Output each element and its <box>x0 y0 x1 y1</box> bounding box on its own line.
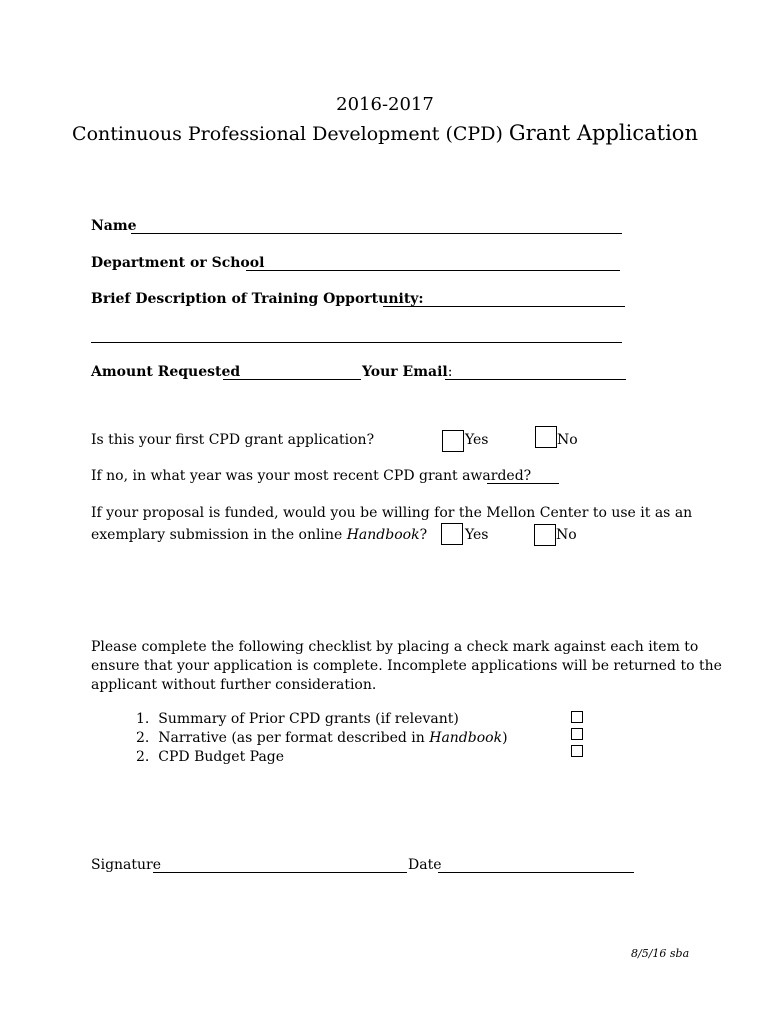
first-application-question: Is this your first CPD grant application? <box>91 432 375 448</box>
form-title <box>0 121 770 145</box>
list-item-number: 1. <box>136 711 150 727</box>
list-item-number: 2. <box>136 730 150 746</box>
list-item <box>136 748 508 767</box>
exemplary-question-mark: ? <box>419 527 428 543</box>
checklist-summary-checkbox[interactable] <box>571 711 583 723</box>
recent-grant-year-question: If no, in what year was your most recent CPD grant awarded? <box>91 468 532 484</box>
department-field[interactable] <box>246 270 620 271</box>
form-year: 2016-2017 <box>336 94 434 115</box>
name-label: Name <box>91 218 137 234</box>
form-title-main: Continuous Professional Development (CPD) <box>72 123 509 145</box>
exemplary-question-text: exemplary submission in the online <box>91 527 347 543</box>
department-label: Department or School <box>91 255 265 271</box>
amount-field[interactable] <box>223 379 361 380</box>
exemplary-question-line-1: If your proposal is funded, would you be willing for the Mellon Center to use it as an <box>91 505 693 521</box>
description-label: Brief Description of Training Opportunity: <box>91 291 424 307</box>
recent-grant-year-field[interactable] <box>487 483 559 484</box>
list-item-text: CPD Budget Page <box>158 749 285 765</box>
exemplary-yes-checkbox[interactable] <box>441 523 463 545</box>
exemplary-no-checkbox[interactable] <box>534 524 556 546</box>
list-item-italic: Handbook <box>429 730 503 746</box>
date-label: Date <box>408 857 442 873</box>
checklist-intro-line-2: ensure that your application is complete. Incomplete applications will be returned to the <box>91 658 722 674</box>
list-item <box>136 729 508 748</box>
name-field[interactable] <box>131 233 622 234</box>
list-item-text: Summary of Prior CPD grants (if relevant) <box>158 711 459 727</box>
signature-field[interactable] <box>153 872 407 873</box>
exemplary-no-label: No <box>556 527 577 543</box>
email-label-group <box>362 364 452 380</box>
email-label: Your Email <box>362 364 448 380</box>
date-field[interactable] <box>438 872 634 873</box>
checklist-intro-line-3: applicant without further consideration. <box>91 677 377 693</box>
first-application-no-label: No <box>557 432 578 448</box>
list-item-number: 2. <box>136 749 150 765</box>
email-field[interactable] <box>445 379 626 380</box>
signature-label: Signature <box>91 857 162 873</box>
description-field-line-2[interactable] <box>91 342 622 343</box>
checklist-budget-checkbox[interactable] <box>571 745 583 757</box>
list-item-text: Narrative (as per format described in <box>158 730 430 746</box>
form-title-tail: Grant Application <box>508 121 698 145</box>
list-item-tail: ) <box>502 730 508 746</box>
email-colon: : <box>447 364 453 380</box>
exemplary-yes-label: Yes <box>465 527 489 543</box>
list-item <box>136 710 508 729</box>
checklist-intro-line-1: Please complete the following checklist by placing a check mark against each item to <box>91 639 699 655</box>
footer-note: 8/5/16 sba <box>631 947 690 960</box>
exemplary-question-line-2 <box>91 527 427 543</box>
exemplary-question-handbook: Handbook <box>346 527 420 543</box>
description-field[interactable] <box>383 306 625 307</box>
first-application-yes-checkbox[interactable] <box>442 430 464 452</box>
checklist-narrative-checkbox[interactable] <box>571 728 583 740</box>
amount-label: Amount Requested <box>91 364 241 380</box>
checklist <box>136 710 508 767</box>
first-application-no-checkbox[interactable] <box>535 426 557 448</box>
first-application-yes-label: Yes <box>465 432 489 448</box>
